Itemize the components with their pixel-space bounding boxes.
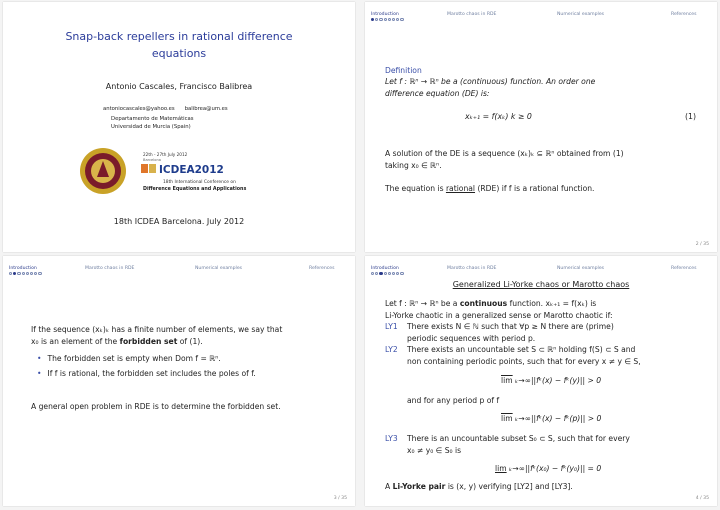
nav-header [3,256,355,278]
logo-date: 22th - 27th July 2012 [143,152,188,157]
condition-ly3: LY3 There is an uncountable subset S₀ ⊂ S, such that for every x₀ ≠ y₀ ∈ S₀ is [385,434,630,455]
bullet-poles: • If f is rational, the forbidden set includes the poles of f. [37,369,256,378]
nav-dot[interactable] [38,272,41,275]
page-number: 4 / 35 [695,496,709,501]
nav-dot[interactable] [371,18,374,21]
page-number: 3 / 35 [333,496,347,501]
nav-dot[interactable] [379,18,382,21]
nav-numerical[interactable]: Numerical examples [557,12,605,17]
nav-references[interactable]: References [671,12,697,17]
condition-ly2: LY2 There exists an uncountable set S ⊂ ℝⁿ holding f(S) ⊂ S and non containing periodic points, such that for every x ≠ y ∈ S, [385,345,641,366]
icdea-badge [141,149,269,193]
nav-introduction[interactable]: Introduction [371,266,399,271]
logo-wordmark: ICDEA2012 [159,164,224,176]
nav-dot[interactable] [396,272,399,275]
period-text: and for any period p of f [407,396,500,405]
nav-dot[interactable] [400,18,403,21]
forbidden-set-definition: If the sequence (xₖ)ₖ has a finite number of elements, we say that x₀ is an element of the forbidden set of (1). [31,325,283,346]
nav-dot[interactable] [26,272,29,275]
nav-introduction[interactable]: Introduction [9,266,37,271]
nav-numerical[interactable]: Numerical examples [557,266,605,271]
conference-logo [79,147,279,195]
equation-label: (1) [685,112,697,121]
liminf-equation: lim ₖ→∞||fᵏ(x₀) − fᵏ(y₀)|| = 0 [495,464,602,473]
nav-progress-dots [371,18,404,21]
solution-text: A solution of the DE is a sequence (xₖ)ₖ ⊆ ℝⁿ obtained from (1) taking x₀ ∈ ℝⁿ. [385,149,624,170]
nav-dot[interactable] [388,18,391,21]
slide-title: Generalized Li-Yorke chaos or Marotto chaos [452,280,630,289]
nav-introduction[interactable]: Introduction [371,12,399,17]
equation: xₖ₊₁ = f(xₖ) k ≥ 0 [465,112,532,121]
nav-dot[interactable] [392,18,395,21]
nav-dot[interactable] [13,272,16,275]
logo-conference-line2: Difference Equations and Applications [143,187,247,192]
nav-marotto[interactable]: Marotto chaos in RDE [447,266,497,271]
limsup-equation-2: $\overline{lim}$ ₖ→∞||fᵏ(x) − fᵏ(p)|| > 0 [501,414,602,423]
nav-dot[interactable] [375,18,378,21]
emails [103,106,228,112]
nav-references[interactable]: References [309,266,335,271]
nav-dot[interactable] [400,272,403,275]
nav-dot[interactable] [17,272,20,275]
nav-dot[interactable] [375,272,378,275]
nav-dot[interactable] [384,272,387,275]
nav-dot[interactable] [388,272,391,275]
nav-dot[interactable] [9,272,12,275]
definition-text: Let f : ℝⁿ → ℝⁿ be a (continuous) function. An order one difference equation (DE) is: [385,77,596,98]
email-balibrea[interactable]: balibrea@um.es [184,106,228,112]
open-problem: A general open problem in RDE is to determine the forbidden set. [31,402,281,411]
nav-progress-dots [9,272,42,275]
nav-dot[interactable] [34,272,37,275]
nav-header [365,256,717,278]
nav-header [365,2,717,24]
bullet-empty-domain: • The forbidden set is empty when Dom f = ℝⁿ. [37,354,221,363]
forbidden-set-slide [3,256,355,506]
nav-references[interactable]: References [671,266,697,271]
condition-ly1: LY1 There exists N ∈ ℕ such that ∀p ≥ N there are (prime) periodic sequences with period p. [385,322,614,343]
nav-dot[interactable] [371,272,374,275]
nav-numerical[interactable]: Numerical examples [195,266,243,271]
title-slide [3,2,355,252]
venue: 18th ICDEA Barcelona. July 2012 [113,217,245,226]
presentation-title: Snap-back repellers in rational difference equations [65,30,293,60]
logo-city: Barcelona [143,158,161,162]
marotto-chaos-slide [365,256,717,506]
nav-dot[interactable] [22,272,25,275]
definition-slide [365,2,717,252]
rde-text: The equation is rational (RDE) if f is a rational function. [385,184,595,193]
nav-dot[interactable] [396,18,399,21]
li-yorke-pair-text: A Li-Yorke pair is (x, y) verifying [LY2] and [LY3]. [385,482,573,491]
logo-conference-line1: 18th International Conference on [163,180,236,185]
page-number: 2 / 35 [695,242,709,247]
email-cascales[interactable]: antoniocascales@yahoo.es [103,106,175,112]
nav-dot[interactable] [392,272,395,275]
affiliation: Departamento de Matemáticas Universidad de Murcia (Spain) [111,116,194,130]
nav-dot[interactable] [30,272,33,275]
university-seal-icon [80,148,126,194]
nav-marotto[interactable]: Marotto chaos in RDE [85,266,135,271]
nav-dot[interactable] [384,18,387,21]
limsup-equation-1: $\overline{lim}$ ₖ→∞||fᵏ(x) − fᵏ(y)|| > 0 [501,376,602,385]
nav-dot[interactable] [379,272,382,275]
nav-marotto[interactable]: Marotto chaos in RDE [447,12,497,17]
nav-progress-dots [371,272,404,275]
authors: Antonio Cascales, Francisco Balibrea [105,82,253,91]
definition-heading: Definition [385,66,422,75]
intro-text: Let f : ℝⁿ → ℝⁿ be a continuous function. xₖ₊₁ = f(xₖ) is Li-Yorke chaotic in a generalized sense or Marotto chaotic if: [385,299,613,320]
